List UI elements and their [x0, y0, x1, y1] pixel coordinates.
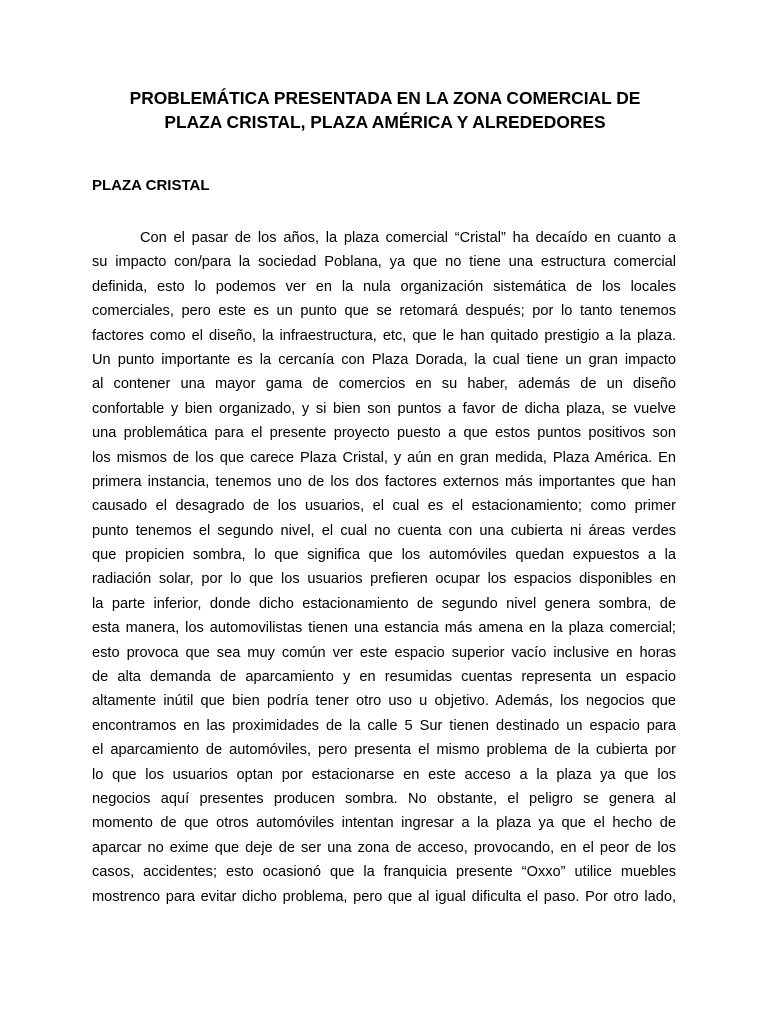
text-line: su impacto con/para la sociedad Poblana, ya que no tiene una estructura comercial [92, 254, 676, 271]
body-paragraph [92, 226, 676, 909]
document-title [90, 86, 680, 134]
text-line: el aparcamiento de automóviles, pero presenta el mismo problema de la cubierta por [92, 742, 676, 759]
text-line: comerciales, pero este es un punto que se retomará después; por lo tanto tenemos [92, 303, 676, 320]
text-line: primera instancia, tenemos uno de los dos factores externos más importantes que han [92, 473, 676, 490]
text-line: punto tenemos el segundo nivel, el cual no cuenta con una cubierta ni áreas verdes [92, 522, 676, 539]
text-line: definida, esto lo podemos ver en la nula organización sistemática de los locales [92, 278, 676, 295]
text-line: negocios aquí presentes producen sombra. No obstante, el peligro se genera al [92, 790, 676, 807]
text-line: esta manera, los automovilistas tienen una estancia más amena en la plaza comercial; [92, 620, 676, 637]
title-line: PLAZA CRISTAL, PLAZA AMÉRICA Y ALREDEDORES [164, 112, 606, 132]
text-line: esto provoca que sea muy común ver este espacio superior vacío inclusive en horas [92, 644, 676, 661]
text-line: aparcar no exime que deje de ser una zona de acceso, provocando, en el peor de los [92, 839, 676, 856]
text-line: Un punto importante es la cercanía con Plaza Dorada, la cual tiene un gran impacto [92, 351, 676, 368]
text-line: confortable y bien organizado, y si bien son puntos a favor de dicha plaza, se vuelve [92, 400, 676, 417]
section-heading: PLAZA CRISTAL [92, 177, 210, 194]
text-line: lo que los usuarios optan por estacionarse en este acceso a la plaza ya que los [92, 766, 676, 783]
text-line: factores como el diseño, la infraestructura, etc, que le han quitado prestigio a la plaza. [92, 327, 676, 344]
text-line: casos, accidentes; esto ocasionó que la franquicia presente “Oxxo” utilice muebles [92, 864, 676, 881]
text-line: mostrenco para evitar dicho problema, pero que al igual dificulta el paso. Por otro lado, [92, 888, 676, 905]
text-line: Con el pasar de los años, la plaza comercial “Cristal” ha decaído en cuanto a [140, 230, 676, 246]
text-line: de alta demanda de aparcamiento y en resumidas cuentas representa un espacio [92, 669, 676, 686]
text-line: al contener una mayor gama de comercios en su haber, además de un diseño [92, 376, 676, 393]
text-line: que propicien sombra, lo que significa que los automóviles quedan expuestos a la [92, 547, 676, 564]
text-line: encontramos en las proximidades de la calle 5 Sur tienen destinado un espacio para [92, 717, 676, 734]
text-line: altamente inútil que bien podría tener otro uso u objetivo. Además, los negocios que [92, 693, 676, 710]
text-line: los mismos de los que carece Plaza Cristal, y aún en gran medida, Plaza América. En [92, 449, 676, 466]
text-line: radiación solar, por lo que los usuarios prefieren ocupar los espacios disponibles en [92, 571, 676, 588]
text-line: una problemática para el presente proyecto puesto a que estos puntos positivos son [92, 425, 676, 442]
text-line: momento de que otros automóviles intentan ingresar a la plaza ya que el hecho de [92, 815, 676, 832]
title-line: PROBLEMÁTICA PRESENTADA EN LA ZONA COMERCIAL DE [129, 88, 641, 108]
text-line: la parte inferior, donde dicho estacionamiento de segundo nivel genera sombra, de [92, 595, 676, 612]
text-line: causado el desagrado de los usuarios, el cual es el estacionamiento; como primer [92, 498, 676, 515]
